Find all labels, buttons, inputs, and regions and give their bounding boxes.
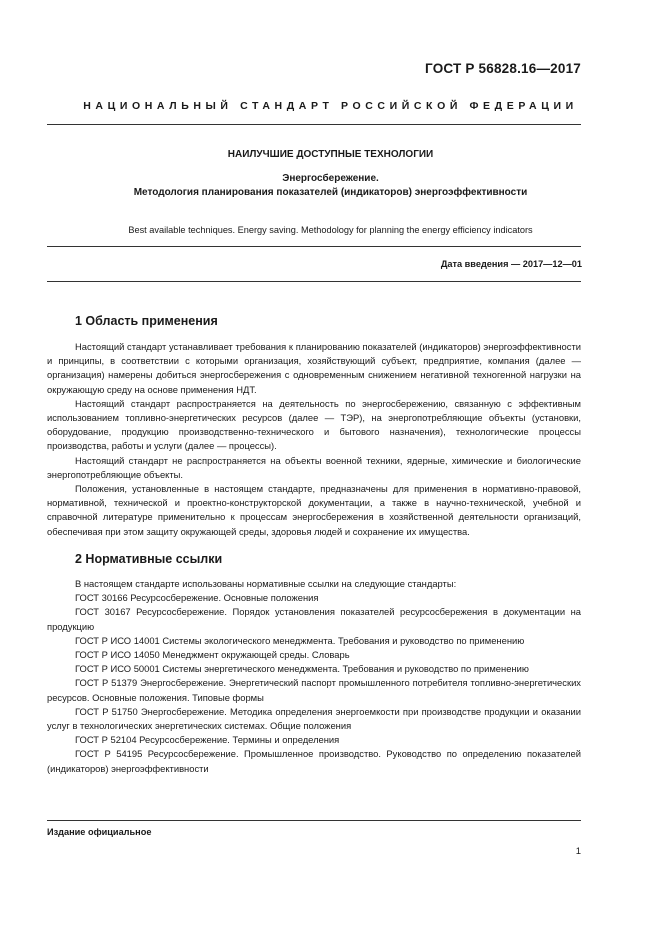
- reference-entry: ГОСТ Р 51750 Энергосбережение. Методика определения энергоемкости при производстве продукции и оказании услуг в технологических энергетических системах. Общие положения: [47, 705, 581, 732]
- section2-heading: 2 Нормативные ссылки: [75, 552, 223, 566]
- section1-heading: 1 Область применения: [75, 314, 218, 328]
- official-edition-label: Издание официальное: [47, 827, 152, 837]
- reference-entry: ГОСТ 30166 Ресурсосбережение. Основные положения: [75, 592, 319, 604]
- national-standard-banner: НАЦИОНАЛЬНЫЙ СТАНДАРТ РОССИЙСКОЙ ФЕДЕРАЦИИ: [83, 100, 578, 112]
- section2-body: [47, 577, 581, 776]
- title-sub2: Методология планирования показателей (индикаторов) энергоэффективности: [133, 187, 528, 198]
- section2-paragraph: В настоящем стандарте использованы нормативные ссылки на следующие стандарты:: [75, 578, 457, 589]
- page-number: 1: [575, 846, 581, 857]
- date-rule: [47, 281, 581, 282]
- section1-paragraph: Настоящий стандарт не распространяется на объекты военной техники, ядерные, химические и биологические энергопотребляющие объекты.: [47, 454, 581, 480]
- section1-paragraph: Настоящий стандарт распространяется на деятельность по энергосбережению, связанную с эффективным использованием топливно-энергетических ресурсов (далее — ТЭР), на энергопотребляющие объекты (установки, оборудование, продукцию производственно-технического и бытового назначения), технологические процессы производства, работы и услуги (далее — процессы).: [47, 397, 581, 452]
- reference-entry: ГОСТ 30167 Ресурсосбережение. Порядок установления показателей ресурсосбережения в документации на продукцию: [47, 606, 581, 632]
- reference-entry: ГОСТ Р ИСО 50001 Системы энергетического менеджмента. Требования и руководство по применению: [75, 663, 529, 675]
- title-main: НАИЛУЧШИЕ ДОСТУПНЫЕ ТЕХНОЛОГИИ: [227, 149, 434, 160]
- reference-entry: ГОСТ Р 52104 Ресурсосбережение. Термины и определения: [75, 734, 340, 746]
- section1-paragraph: Положения, установленные в настоящем стандарте, предназначены для применения в нормативно-правовой, нормативной, технической и проектно-конструкторской документации, а также в научно-технической, учебной и справочной литературе применительно к процессам энергосбережения в хозяйственной деятельности организаций, обеспечивая при этом защиту окружающей среды, здоровья людей и сохранение их имущества.: [47, 483, 581, 537]
- doc-number: ГОСТ Р 56828.16—2017: [425, 61, 581, 76]
- section1-body: [47, 340, 581, 539]
- reference-entry: ГОСТ Р ИСО 14001 Системы экологического менеджмента. Требования и руководство по применению: [75, 634, 525, 646]
- header-rule: [47, 124, 581, 125]
- english-rule: [47, 246, 581, 247]
- english-title: Best available techniques. Energy saving. Methodology for planning the energy efficiency indicators: [128, 225, 533, 235]
- reference-entry: ГОСТ Р 54195 Ресурсосбережение. Промышленное производство. Руководство по определению показателей (индикаторов) энергоэффективности: [47, 748, 581, 774]
- section1-paragraph: Настоящий стандарт устанавливает требования к планированию показателей (индикаторов) энергоэффективности и принципы, в соответствии с которыми организация, хозяйствующий субъект, предприятие, компания (далее — организация) намерены добиться энергосбережения с одновременным снижением негативной техногенной нагрузки на окружающую среду на основе применения НДТ.: [47, 341, 581, 395]
- reference-entry: ГОСТ Р 51379 Энергосбережение. Энергетический паспорт промышленного потребителя топливно-энергетических ресурсов. Основные положения. Типовые формы: [47, 677, 581, 703]
- intro-date: Дата введения — 2017—12—01: [440, 259, 582, 269]
- reference-entry: ГОСТ Р ИСО 14050 Менеджмент окружающей среды. Словарь: [75, 649, 350, 661]
- footer-rule: [47, 820, 581, 821]
- title-sub1: Энергосбережение.: [282, 173, 379, 184]
